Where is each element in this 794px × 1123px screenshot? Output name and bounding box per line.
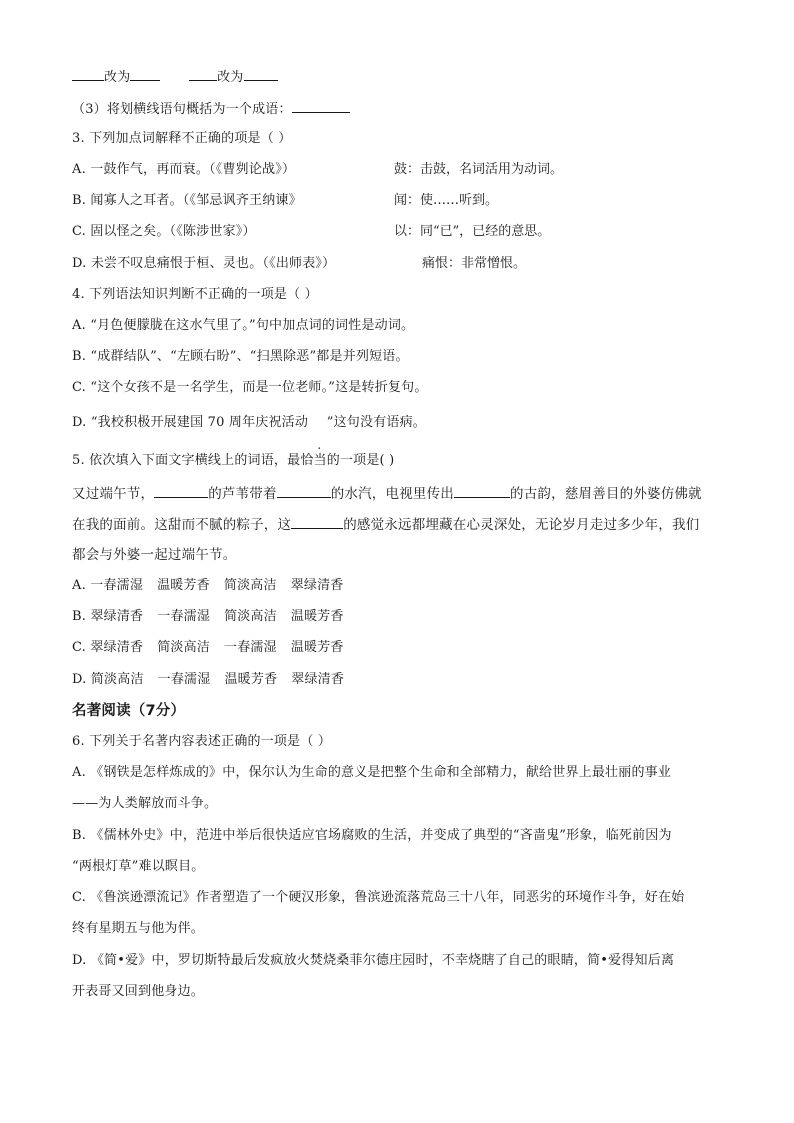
- q4-option-b: B. “成群结队”、“左顾右盼”、“扫黑除恶”都是并列短语。: [72, 349, 409, 364]
- blank-field[interactable]: [454, 483, 510, 498]
- q3-option-d: D. 未尝不叹息痛恨于桓、灵也。（《出师表》）: [72, 256, 336, 271]
- q6-option-a-line-2: ——为人类解放而斗争。: [72, 796, 218, 811]
- rewrite-line: [72, 66, 278, 88]
- section-title: 名著阅读（7分）: [72, 703, 186, 719]
- q3-gloss-a: 鼓：击鼓，名词活用为动词。: [394, 162, 564, 177]
- blank-field[interactable]: [130, 66, 160, 81]
- blank-field[interactable]: [72, 66, 104, 81]
- q6-option-c-line-1: C. 《鲁滨逊漂流记》作者塑造了一个硬汉形象，鲁滨逊流落荒岛三十八年，同恶劣的环境作斗争，好在始: [72, 890, 685, 905]
- q5-option-a: A. 一春濡湿 温暖芳香 简淡高洁 翠绿清香: [72, 578, 344, 593]
- change-label-2: 改为: [217, 70, 244, 85]
- q4-option-d: D. “我校积极开展建国 70 周年庆祝活动 ”这句没有语病。: [72, 415, 427, 430]
- q5-option-b: B. 翠绿清香 一春濡湿 简淡高洁 温暖芳香: [72, 609, 344, 624]
- q3-option-a: A. 一鼓作气，再而衰。（《曹刿论战》）: [72, 162, 296, 177]
- q3-option-c: C. 固以怪之矣。（《陈涉世家》）: [72, 224, 256, 239]
- blank-field[interactable]: [244, 66, 278, 81]
- q3-gloss-d: 痛恨：非常憎恨。: [422, 256, 527, 271]
- q4-stem: 4. 下列语法知识判断不正确的一项是（ ）: [72, 287, 318, 302]
- blank-field[interactable]: [154, 483, 208, 498]
- idiom-answer-blank[interactable]: [292, 98, 350, 113]
- blank-field[interactable]: [291, 514, 343, 529]
- blank-field[interactable]: [277, 483, 331, 498]
- q6-option-a-line-1: A. 《钢铁是怎样炼成的》中，保尔认为生命的意义是把整个生命和全部精力，献给世界上最壮丽的事业: [72, 765, 672, 780]
- q4-option-c: C. “这个女孩不是一名学生，而是一位老师。”这是转折复句。: [72, 380, 428, 395]
- q5-passage-line-2: 在我的面前。这甜而不腻的粽子，这 的感觉永远都埋藏在心灵深处，无论岁月走过多少年，我们: [72, 514, 699, 535]
- q5-option-c: C. 翠绿清香 简淡高洁 一春濡湿 温暖芳香: [72, 640, 344, 655]
- q5-stem: 5. 依次填入下面文字横线上的词语，最恰当的一项是( ): [72, 453, 395, 468]
- q6-option-b-line-1: B. 《儒林外史》中，范进中举后很快适应官场腐败的生活，并变成了典型的“吝啬鬼”形象，临死前因为: [72, 828, 672, 843]
- q3-option-b: B. 闻寡人之耳者。（《邹忌讽齐王纳谏》: [72, 193, 302, 208]
- q6-option-d-line-1: D. 《简•爱》中，罗切斯特最后发疯放火焚烧桑菲尔德庄园时，不幸烧瞎了自己的眼睛，简•爱得知后离: [72, 953, 675, 968]
- q6-option-c-line-2: 终有星期五与他为伴。: [72, 921, 205, 936]
- q5-passage-line-3: 都会与外婆一起过端午节。: [72, 547, 237, 563]
- change-label-1: 改为: [104, 70, 131, 85]
- q6-option-b-line-2: “两根灯草”难以瞑目。: [72, 859, 205, 874]
- q2-subquestion-3: （3）将划横线语句概括为一个成语：: [72, 98, 350, 120]
- q3-gloss-b: 闻：使……听到。: [394, 193, 499, 208]
- q4-option-a: A. “月色便朦胧在这水气里了。”句中加点词的词性是动词。: [72, 318, 415, 333]
- q3-gloss-c: 以：同“已”，已经的意思。: [394, 224, 551, 239]
- q6-stem: 6. 下列关于名著内容表述正确的一项是（ ）: [72, 734, 332, 749]
- q5-option-d: D. 简淡高洁 一春濡湿 温暖芳香 翠绿清香: [72, 672, 345, 687]
- q5-passage-line-1: 又过端午节， 的芦苇带着 的水汽，电视里传出 的古韵，慈眉善目的外婆仿佛就: [72, 483, 702, 504]
- blank-field[interactable]: [189, 66, 217, 81]
- q3-stem: 3. 下列加点词解释不正确的项是（ ）: [72, 131, 292, 146]
- q6-option-d-line-2: 开表哥又回到他身边。: [72, 984, 205, 999]
